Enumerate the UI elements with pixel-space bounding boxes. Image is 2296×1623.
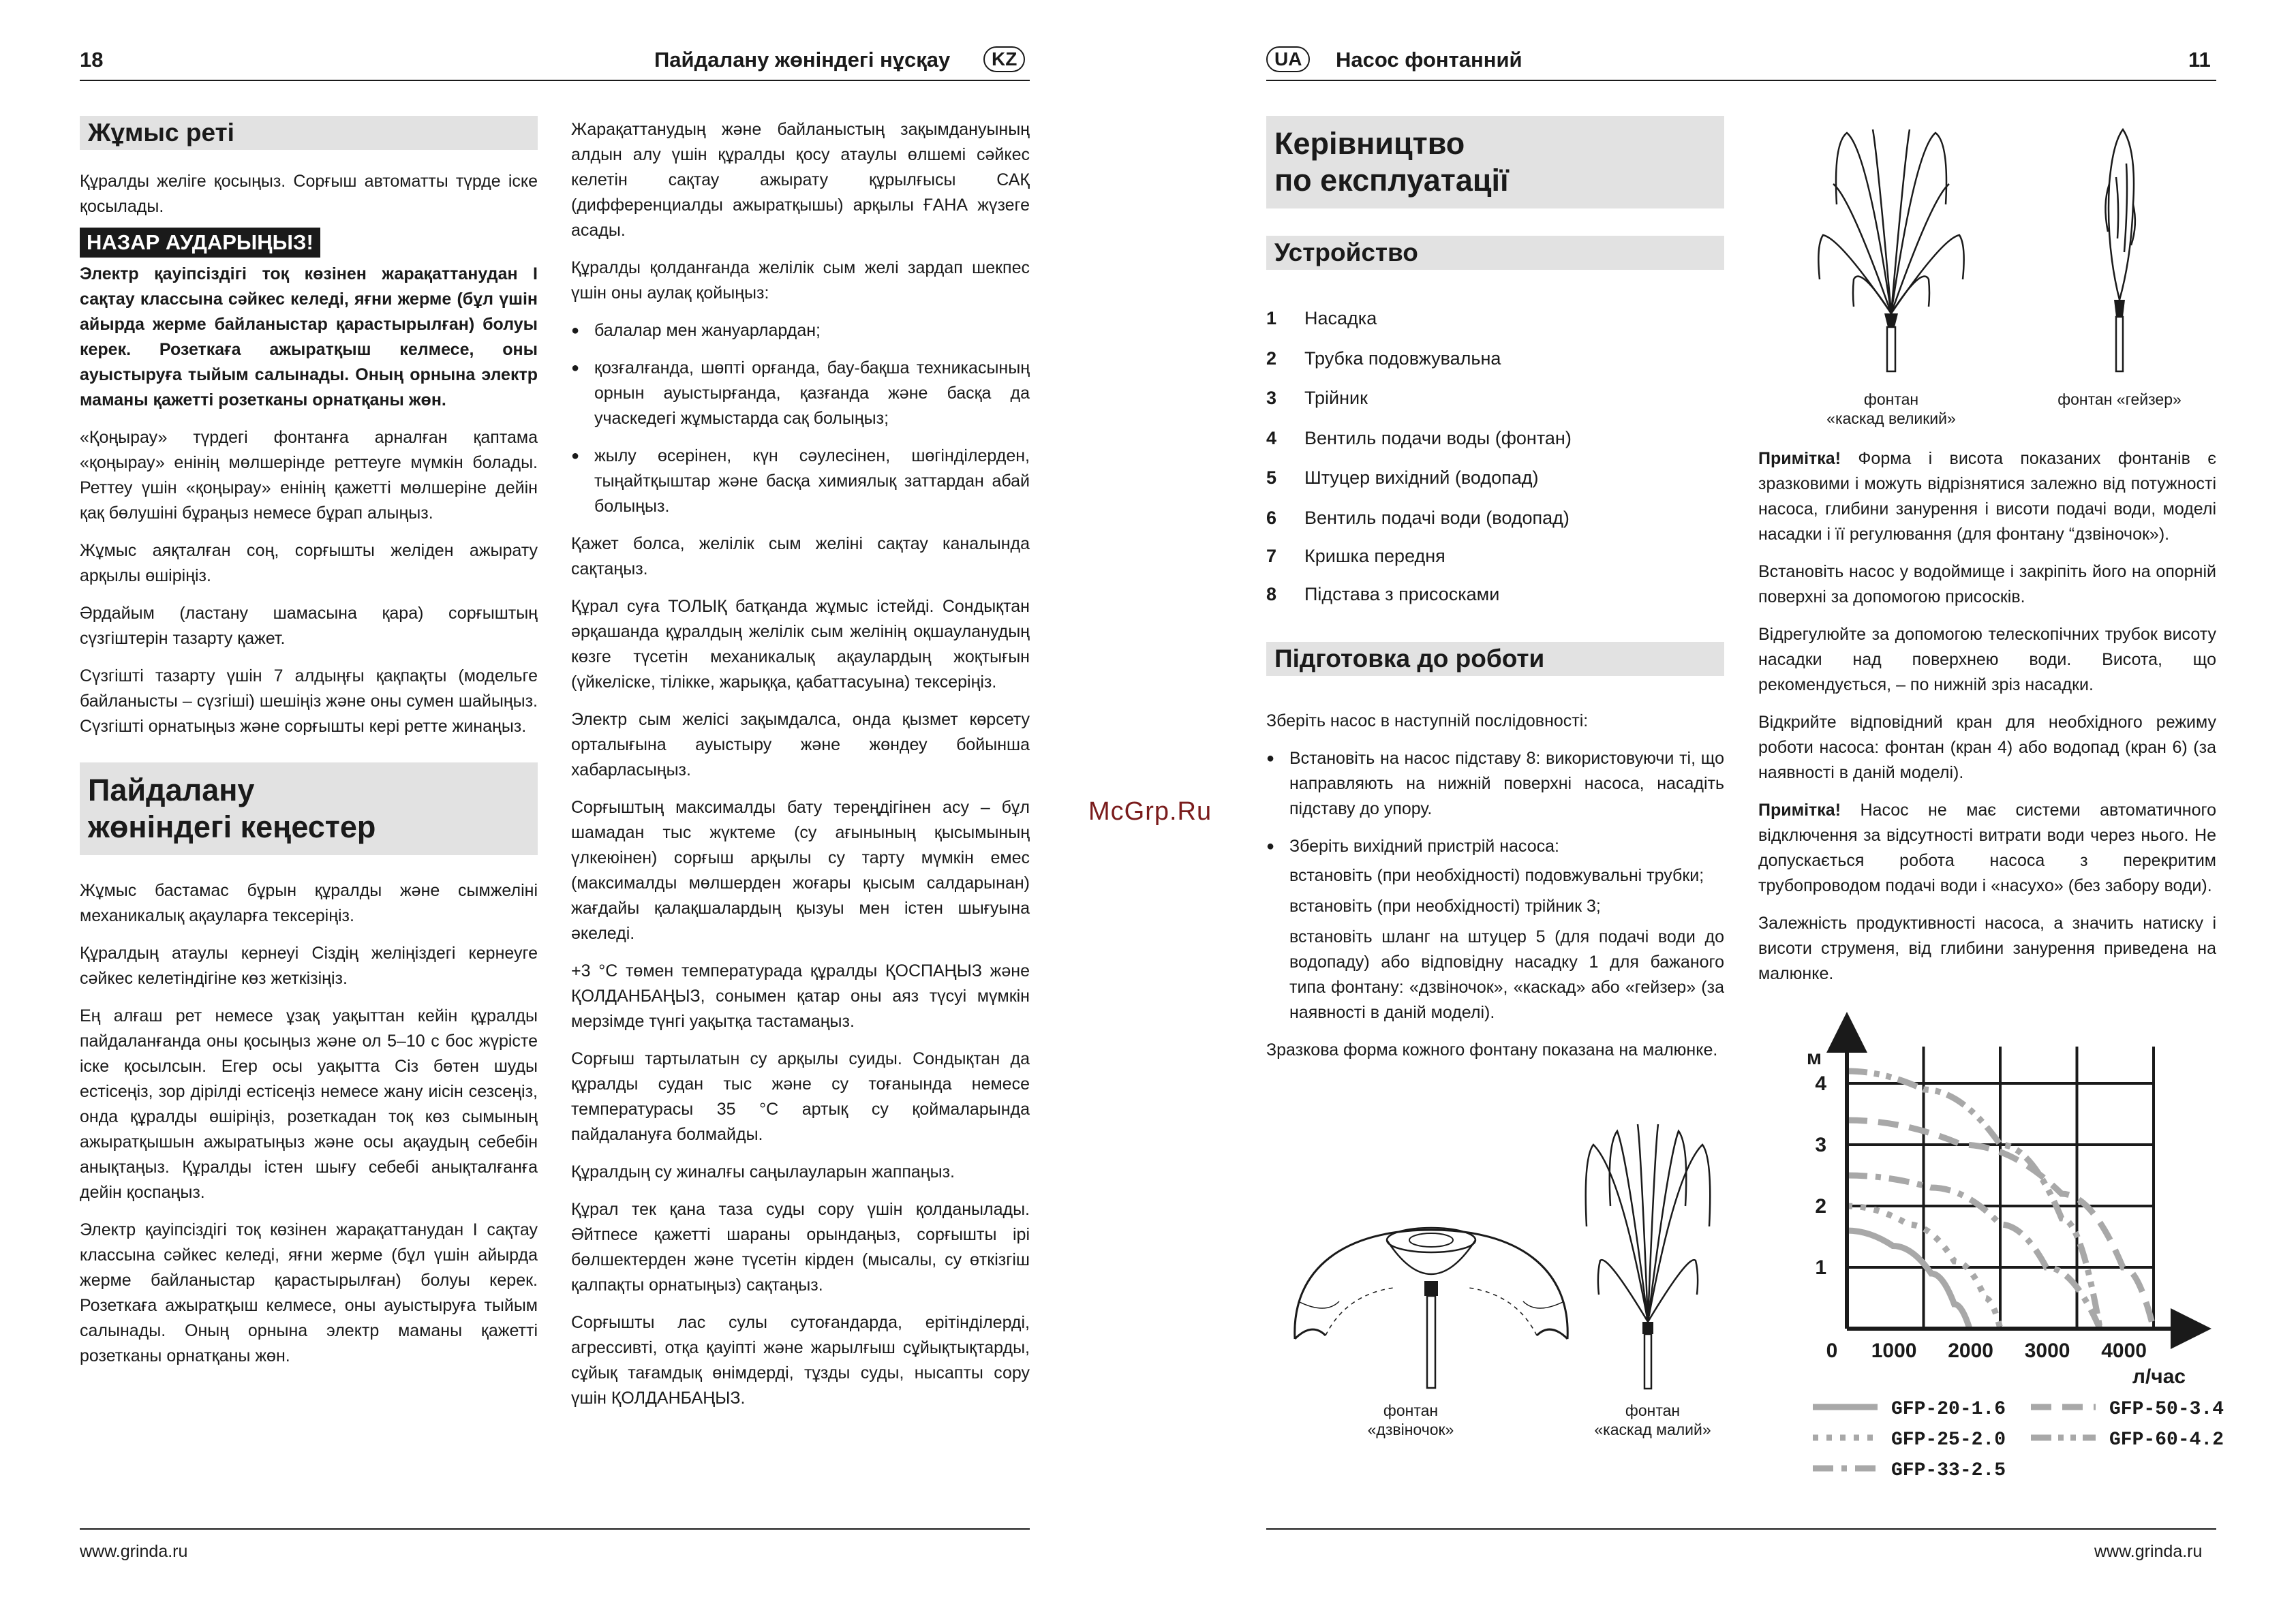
bullet-item: ● жылу өсерінен, күн сәулесінен, шөгінділерден, тыңайтқыштар және басқа химиялық заттардан абай болыңыз. <box>571 444 1030 519</box>
x-tick-label: 0 <box>1826 1340 1838 1362</box>
paragraph: Жарақаттанудың және байланыстың зақымдануының алдын алу үшін құралды қосу атаулы өлшемі сәйкес келетін сақтау ажырату құрылғысы САҚ (дифференциалды ажыратқышы) арқылы ҒАНА жүзеге асады. <box>571 120 1030 240</box>
part-label: Трубка подовжувальна <box>1304 348 1501 369</box>
paragraph: Электр сым желісі зақымдалса, онда қызмет көрсету орталығына ауыстыру және жөндеу бойынша хабарласыңыз. <box>571 710 1030 779</box>
caption-line: фонтан <box>1863 390 1919 408</box>
note-label: Примітка! <box>1758 801 1841 820</box>
paragraph: Сорғыш тартылатын су арқылы суиды. Сондықтан да құралды судан тыс және су тоғанында немесе температурасы 35 °С артық су қоймаларында пайдалануға болмайды. <box>571 1049 1030 1144</box>
legend-label: GFP-60-4.2 <box>2109 1429 2224 1451</box>
paragraph: Құралды қолданғанда желілік сым желі зардап шекпес үшін оны аулақ қойыңыз: <box>571 258 1030 303</box>
x-axis-label: л/час <box>2132 1365 2186 1388</box>
paragraph: Сорғышты лас сулы сутоғандарда, ерітінділерді, агрессивті, отқа қауіпті және жарылғыш сұйықтықтарды, сұйық тағамдық өнімдерді, тұзды суды, нысапты сору үшін ҚОЛДАНБАҢЫЗ. <box>571 1313 1030 1408</box>
right-page-number: 11 <box>2188 48 2211 72</box>
note-text: Форма і висота показаних фонтанів є зразковими і можуть відрізнятися залежно від потужності насоса, глибини занурення і висоти подачі води, моделі насадки і її регулювання (для фонтану “дзвіночок»). <box>1758 449 2216 544</box>
indented-step: встановіть шланг на штуцер 5 (для подачі води до водопаду) або відповідну насадку 1 для бажаного типа фонтану: «дзвіночок», «каскад» або «гейзер» (за наявності в даній моделі). <box>1289 927 1724 1022</box>
paragraph: Жұмыс бастамас бұрын құралды және сымжеліні механикалық ақауларға тексеріңіз. <box>80 881 538 925</box>
prep-text <box>1266 709 1724 1075</box>
part-label: Вентиль подачі води (водопад) <box>1304 508 1570 528</box>
part-label: Вентиль подачи воды (фонтан) <box>1304 428 1572 448</box>
part-label: Кришка передня <box>1304 546 1445 566</box>
bullet-item: ● Зберіть вихідний пристрій насоса: <box>1266 834 1724 859</box>
part-number: 6 <box>1266 508 1277 528</box>
legend-label: GFP-25-2.0 <box>1891 1429 2006 1451</box>
paragraph: +3 °С төмен температурада құралды ҚОСПАҢЫЗ және ҚОЛДАНБАҢЫЗ, сонымен қатар оны аяз түсуі мүмкін мерзімде түнгі уақытқа тастамаңыз. <box>571 961 1030 1031</box>
list-item <box>1266 584 1499 605</box>
geyser-illustration <box>2096 123 2143 375</box>
part-label: Підстава з присосками <box>1304 584 1500 604</box>
list-item <box>1266 388 1368 409</box>
indented-step: встановіть (при необхідності) подовжувальні трубки; <box>1289 866 1704 885</box>
caption-bell <box>1343 1401 1479 1439</box>
main-title <box>1266 116 1724 208</box>
left-column-2 <box>571 117 1030 1423</box>
x-tick-label: 1000 <box>1871 1340 1917 1362</box>
paragraph: Зберіть насос в наступній послідовності: <box>1266 711 1589 730</box>
watermark: McGrp.Ru <box>1088 797 1212 826</box>
note-label: Примітка! <box>1758 449 1841 468</box>
caption-line: «дзвіночок» <box>1367 1421 1454 1438</box>
caption-big-cascade <box>1806 390 1976 428</box>
note-text: Насос не має системи автоматичного відключення за відсутності витрати води через нього. Не допускається робота насоса з перекритим трубопроводом подачі води і «насухо» (без забору води). <box>1758 801 2216 895</box>
paragraph: Встановіть насос у водоймище і закріпіть його на опорній поверхні за допомогою присосків. <box>1758 562 2216 606</box>
legend-label: GFP-50-3.4 <box>2109 1399 2224 1420</box>
part-number: 4 <box>1266 428 1277 448</box>
performance-chart <box>1786 1015 2224 1506</box>
part-number: 5 <box>1266 467 1277 488</box>
list-item <box>1266 348 1501 369</box>
paragraph: Құрал суға ТОЛЫҚ батқанда жұмыс істейді. Сондықтан әрқашанда құралдың желілік сым желінің оқшауланудың көзге түсетін механикалық ақаулардың жоқтығын (үйкеліске, тілікке, жарыққа, қабаттасуына) тексеріңіз. <box>571 597 1030 692</box>
caption-line: фонтан <box>1383 1402 1439 1419</box>
left-page-number: 18 <box>80 48 104 72</box>
paragraph: Жұмыс аяқталған соң, сорғышты желіден ажырату арқылы өшіріңіз. <box>80 541 538 585</box>
warning-heading: НАЗАР АУДАРЫҢЫЗ! <box>80 228 320 258</box>
paragraph: «Қоңырау» түрдегі фонтанға арналған қаптама «қоңырау» енінің мөлшерінде реттеуге мүмкін болады. Реттеу үшін «қоңырау» енінің қажетті мөлшеріне дейін қақ бөлушіні бұраңыз немесе бұрап алыңыз. <box>80 428 538 523</box>
bullet-item: ● қозғалғанда, шөпті орғанда, бау-бақша техникасының орнын ауыстырғанда, қазғанда және басқа да учаскедегі жұмыстарда сақ болыңыз; <box>571 356 1030 431</box>
paragraph: Құралдың атаулы кернеуі Сіздің желіңіздегі кернеуге сәйкес келетіндігіне көз жеткізіңіз. <box>80 944 538 988</box>
paragraph: Электр қауіпсіздігі тоқ көзінен жарақаттанудан I сақтау классына сәйкес келеді, яғни жерме (бұл үшін айырда жерме байланыстар қарастырылған) болуы керек. Розеткаға ажыратқыш келмесе, оны ауыстыруға тыйым салынады. Оның орнына электр маманы қажетті розетканы орнатқаны жөн. <box>80 1220 538 1365</box>
part-number: 3 <box>1266 388 1277 408</box>
right-footer-rule <box>1266 1528 2216 1530</box>
kz-badge: KZ <box>983 46 1025 72</box>
bullet-item: ● Встановіть на насос підставу 8: використовуючи ті, що направляють на нижній поверхні насоса, насадіть підставу до упору. <box>1266 746 1724 822</box>
paragraph: Әрдайым (ластану шамасына қара) сорғыштың сүзгіштерін тазарту қажет. <box>80 604 538 648</box>
y-axis-label: м <box>1806 1047 1822 1069</box>
part-number: 1 <box>1266 308 1277 328</box>
y-tick-label: 3 <box>1815 1134 1826 1156</box>
main-title-line: Керівництво <box>1274 126 1465 161</box>
paragraph: Құралдың су жиналғы саңылауларын жаппаңыз. <box>571 1162 955 1181</box>
section-title-line: жөніндегі кеңестер <box>88 809 376 844</box>
paragraph: Відкрийте відповідний кран для необхідного режиму роботи насоса: фонтан (кран 4) або водопад (кран 6) (за наявності в даній моделі). <box>1758 713 2216 782</box>
paragraph: Залежність продуктивності насоса, а значить натиску і висоти струменя, від глибини занурення приведена на малюнке. <box>1758 914 2216 983</box>
main-title-line: по експлуатації <box>1274 163 1509 198</box>
big-cascade-illustration <box>1813 123 1970 375</box>
paragraph: Құралды желіге қосыңыз. Сорғыш автоматты түрде іске қосылады. <box>80 172 538 216</box>
list-item <box>1266 546 1445 567</box>
right-footer-url[interactable]: www.grinda.ru <box>2094 1542 2203 1561</box>
device-title: Устройство <box>1266 236 1724 270</box>
section-title-work-order: Жұмыс реті <box>80 116 538 150</box>
paragraph: Сүзгішті тазарту үшін 7 алдыңғы қақпақты (модельге байланысты – сүзгіші) шешіңіз және оны сумен шайыңыз. Сүзгішті орнатыңыз және сорғышты кері ретте жинаңыз. <box>80 666 538 736</box>
paragraph: Зразкова форма кожного фонтану показана на малюнке. <box>1266 1040 1718 1060</box>
bullet-item: ● балалар мен жануарлардан; <box>571 318 1030 343</box>
list-item <box>1266 508 1570 529</box>
part-label: Штуцер вихідний (водопад) <box>1304 467 1539 488</box>
part-number: 8 <box>1266 584 1277 604</box>
part-label: Насадка <box>1304 308 1377 328</box>
caption-line: фонтан <box>1625 1402 1681 1419</box>
paragraph: Ең алғаш рет немесе ұзақ уақыттан кейін құралды пайдаланғанда оны қосыңыз және ол 5–10 с бос жүрісте іске қосылсын. Егер осы уақытта Сіз бөтен шуды естісеңіз, зор дірілді естісеңіз немесе жану иісін сезсеңіз, онда құралды өшіріңіз, розеткадан тоқ көз сымының ажыратқышын ажыратыңыз және осы ақаудың себебін анықтаңыз. Құралды істен шығу себебі анықталғанға дейін қоспаңыз. <box>80 1006 538 1202</box>
y-tick-label: 2 <box>1815 1195 1826 1218</box>
prep-title: Підготовка до роботи <box>1266 642 1724 676</box>
list-item <box>1266 308 1377 329</box>
section-title-tips <box>80 762 538 855</box>
left-header-rule <box>80 80 1030 81</box>
right-header-rule <box>1266 80 2216 81</box>
x-tick-label: 2000 <box>1948 1340 1993 1362</box>
y-tick-label: 1 <box>1815 1256 1826 1279</box>
small-cascade-illustration <box>1580 1117 1716 1390</box>
warning-text: Электр қауіпсіздігі тоқ көзінен жарақаттанудан I сақтау классына сәйкес келеді, яғни жерме (бұл үшін айырда жерме байланыстар қарастырылған) болуы керек. Розеткаға ажыратқыш келмесе, оны ауыстыруға тыйым салынады. Оның орнына электр маманы қажетті розетканы орнатқаны жөн. <box>80 264 538 409</box>
series-line <box>1847 1231 1970 1329</box>
left-footer-rule <box>80 1528 1030 1530</box>
paragraph: Відрегулюйте за допомогою телескопічних трубок висоту насадки над поверхнею води. Висота, що рекомендується, – по нижній зріз насадки. <box>1758 625 2216 694</box>
caption-small-cascade <box>1567 1401 1738 1439</box>
caption-line: «каскад малий» <box>1594 1421 1711 1438</box>
list-item <box>1266 467 1538 489</box>
paragraph: Сорғыштың максималды бату тереңдігінен асу – бұл шамадан тыс жүктеме (су ағынының қысымының үлкеюінен) сорғыш арқылы су тарту мүмкін емес (максималды мөлшерден жоғары қысым салдарынан) жағдайы қалақшалардың қызуы мен істен шығуына әкеледі. <box>571 798 1030 943</box>
series-line <box>1847 1175 2100 1329</box>
section-title-line: Пайдалану <box>88 773 255 807</box>
left-footer-url[interactable]: www.grinda.ru <box>80 1542 188 1561</box>
y-tick-label: 4 <box>1815 1072 1826 1095</box>
list-item <box>1266 428 1572 449</box>
ua-badge: UA <box>1266 46 1310 72</box>
part-label: Трійник <box>1304 388 1368 408</box>
right-column-2 <box>1758 446 2216 999</box>
part-number: 7 <box>1266 546 1277 566</box>
bell-fountain-illustration <box>1285 1206 1578 1390</box>
paragraph: Құрал тек қана таза суды сору үшін қолданылады. Әйтпесе қажетті шараны орындаңыз, сорғышты ірі бөлшектерден және түсетін кірден (мысалы, су өткізгіш қалпақты орнатыңыз) сақтаңыз. <box>571 1200 1030 1295</box>
paragraph: Қажет болса, желілік сым желіні сақтау каналында сақтаңыз. <box>571 534 1030 578</box>
caption-geyser: фонтан «гейзер» <box>2057 390 2182 408</box>
caption-line: «каскад великий» <box>1826 409 1956 427</box>
left-column-1 <box>80 116 538 1381</box>
legend-label: GFP-20-1.6 <box>1891 1399 2006 1420</box>
part-number: 2 <box>1266 348 1277 369</box>
legend-label: GFP-33-2.5 <box>1891 1460 2006 1481</box>
left-header-title: Пайдалану жөніндегі нұсқау <box>654 48 951 72</box>
right-header-title: Насос фонтанний <box>1336 48 1522 72</box>
x-tick-label: 3000 <box>2024 1340 2070 1362</box>
indented-step: встановіть (при необхідності) трійник 3; <box>1289 897 1601 916</box>
x-tick-label: 4000 <box>2101 1340 2147 1362</box>
